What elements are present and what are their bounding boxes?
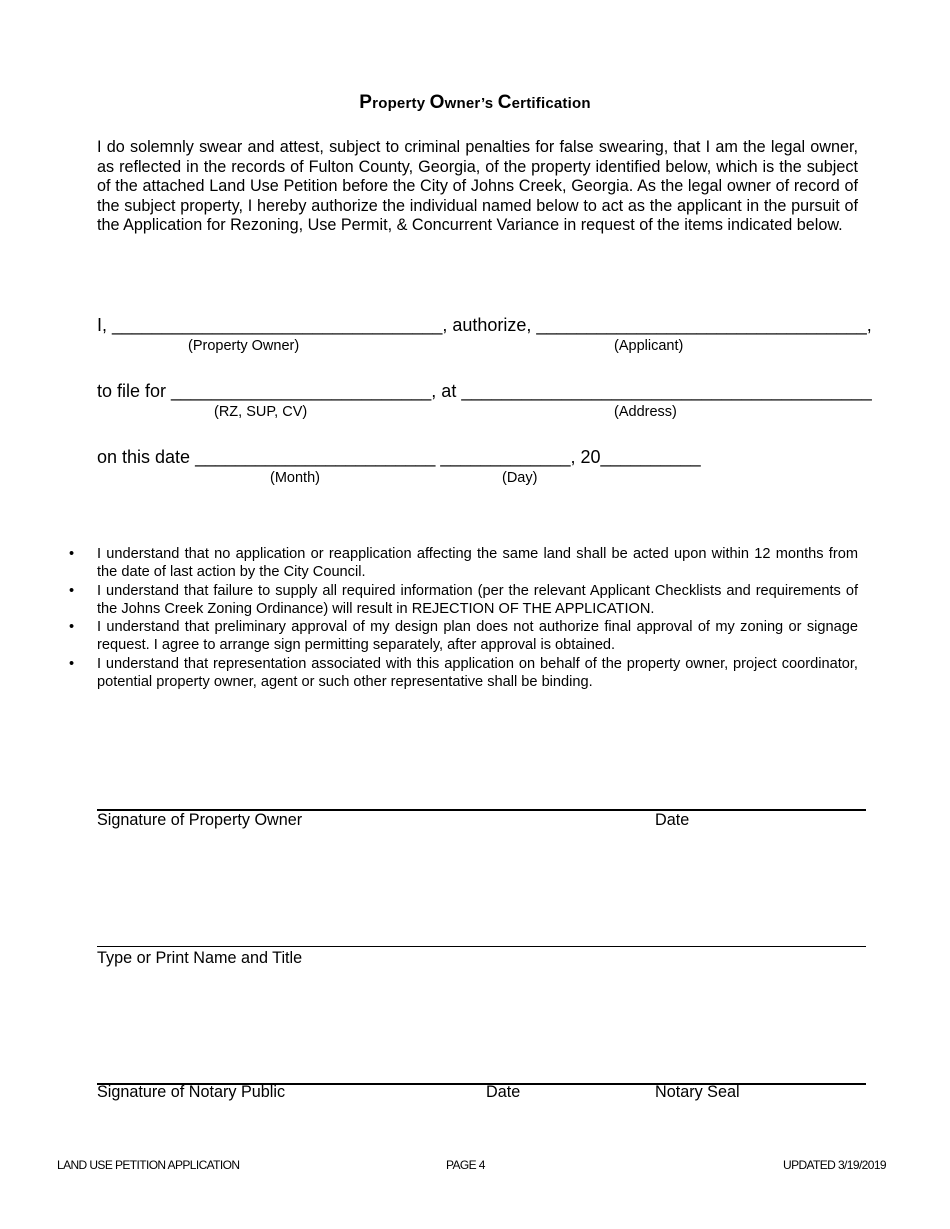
notary-signature-label: Signature of Notary Public [97, 1083, 286, 1101]
bullet-icon: • [69, 619, 75, 636]
file-for-address-line[interactable]: to file for __________________________, at _________________________________________ [97, 381, 872, 401]
bullet-icon: • [69, 546, 75, 562]
notary-date-label: Date [486, 1083, 521, 1101]
bullet-icon: • [69, 582, 75, 599]
month-label: (Month) [270, 470, 320, 486]
day-label: (Day) [502, 470, 538, 486]
owner-signature-label: Signature of Property Owner [97, 811, 303, 829]
bullet-icon: • [69, 655, 75, 672]
print-name-label: Type or Print Name and Title [97, 949, 303, 967]
date-line[interactable]: on this date ________________________ _____________, 20__________ [97, 447, 701, 467]
request-type-label: (RZ, SUP, CV) [214, 404, 308, 420]
acknowledgement-list [69, 545, 858, 691]
owner-applicant-line[interactable]: I, _________________________________, authorize, _________________________________, [97, 315, 872, 335]
list-item: • I understand that failure to supply all required information (per the relevant Applicant Checklists and requirements of the Johns Creek Zoning Ordinance) will result in REJECTION OF THE APPLICATION. [69, 582, 858, 617]
footer-updated-date: UPDATED 3/19/2019 [783, 1158, 886, 1172]
page-title: Property Owner’s Certification [359, 92, 591, 113]
footer-form-name: LAND USE PETITION APPLICATION [57, 1158, 240, 1172]
print-name-line[interactable] [97, 946, 866, 947]
list-item: • I understand that preliminary approval of my design plan does not authorize final approval of my zoning or signage request. I agree to arrange sign permitting separately, after approval is obtained. [69, 619, 858, 654]
footer-page-number: PAGE 4 [446, 1158, 485, 1172]
list-item: • I understand that representation associated with this application on behalf of the property owner, project coordinator, potential property owner, agent or such other representative shall be binding. [69, 655, 858, 691]
owner-date-label: Date [655, 811, 690, 829]
address-label: (Address) [614, 404, 677, 420]
applicant-label: (Applicant) [614, 338, 684, 354]
certification-statement: I do solemnly swear and attest, subject to criminal penalties for false swearing, that I am the legal owner, as reflected in the records of Fulton County, Georgia, of the property identified below, which is the subject of the attached Land Use Petition before the City of Johns Creek, Georgia. As the legal owner of record of the subject property, I hereby authorize the individual named below to act as the applicant in the pursuit of the Application for Rezoning, Use Permit, & Concurrent Variance in request of the items indicated below. [97, 138, 858, 235]
notary-seal-label: Notary Seal [655, 1083, 740, 1101]
list-item: • I understand that no application or reapplication affecting the same land shall be acted upon within 12 months from the date of last action by the City Council. [69, 546, 858, 581]
property-owner-label: (Property Owner) [188, 338, 300, 354]
